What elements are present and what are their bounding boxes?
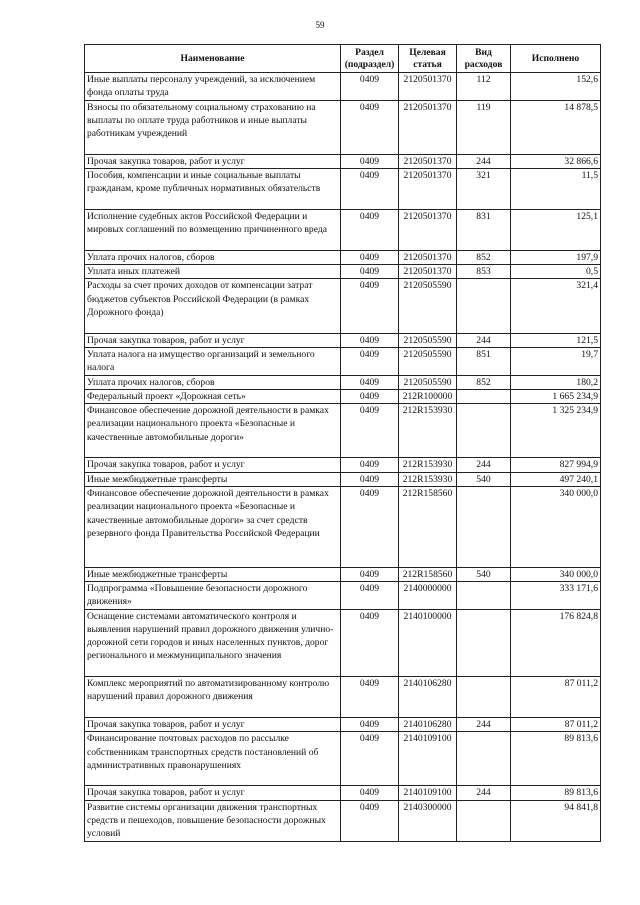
- cell-name: Уплата налога на имущество организаций и земельного налога: [85, 347, 341, 375]
- cell-section: 0409: [341, 209, 399, 250]
- cell-section: 0409: [341, 609, 399, 677]
- cell-target-article: 212R153930: [399, 404, 457, 458]
- cell-target-article: 2120501370: [399, 100, 457, 154]
- header-name: Наименование: [85, 45, 341, 73]
- cell-section: 0409: [341, 582, 399, 610]
- header-executed: Исполнено: [511, 45, 601, 73]
- table-row: [85, 486, 601, 567]
- cell-section: 0409: [341, 100, 399, 154]
- cell-executed: 87 011,2: [511, 677, 601, 718]
- cell-target-article: 2140300000: [399, 800, 457, 841]
- table-row: [85, 677, 601, 718]
- cell-target-article: 212R153930: [399, 472, 457, 486]
- cell-executed: 333 171,6: [511, 582, 601, 610]
- cell-executed: 14 878,5: [511, 100, 601, 154]
- cell-expense-type: 851: [457, 347, 511, 375]
- header-expense-type: Вид расходов: [457, 45, 511, 73]
- budget-execution-table: [84, 44, 601, 842]
- page-number: 59: [315, 20, 325, 30]
- cell-executed: 94 841,8: [511, 800, 601, 841]
- cell-target-article: 2140106280: [399, 717, 457, 731]
- cell-expense-type: 540: [457, 567, 511, 581]
- cell-expense-type: [457, 582, 511, 610]
- cell-executed: 87 011,2: [511, 717, 601, 731]
- cell-name: Финансирование почтовых расходов по рассылке собственникам транспортных средств постановлений об административных правонарушениях: [85, 732, 341, 786]
- table-row: [85, 732, 601, 786]
- cell-executed: 125,1: [511, 209, 601, 250]
- table-row: [85, 404, 601, 458]
- cell-target-article: 2120501370: [399, 265, 457, 279]
- cell-expense-type: [457, 279, 511, 333]
- cell-name: Прочая закупка товаров, работ и услуг: [85, 786, 341, 800]
- cell-executed: 1 325 234,9: [511, 404, 601, 458]
- cell-name: Иные межбюджетные трансферты: [85, 567, 341, 581]
- table-row: [85, 472, 601, 486]
- cell-executed: 19,7: [511, 347, 601, 375]
- cell-expense-type: 244: [457, 333, 511, 347]
- table-row: [85, 800, 601, 841]
- table-row: [85, 169, 601, 210]
- cell-name: Исполнение судебных актов Российской Федерации и мировых соглашений по возмещению причиненного вреда: [85, 209, 341, 250]
- cell-expense-type: 852: [457, 250, 511, 264]
- cell-executed: 1 665 234,9: [511, 389, 601, 403]
- cell-executed: 152,6: [511, 73, 601, 101]
- cell-executed: 89 813,6: [511, 732, 601, 786]
- cell-target-article: 2140000000: [399, 582, 457, 610]
- cell-section: 0409: [341, 169, 399, 210]
- cell-expense-type: [457, 677, 511, 718]
- table-row: [85, 609, 601, 677]
- cell-expense-type: 831: [457, 209, 511, 250]
- cell-target-article: 212R153930: [399, 458, 457, 472]
- cell-section: 0409: [341, 154, 399, 168]
- cell-target-article: 2120501370: [399, 154, 457, 168]
- table-row: [85, 375, 601, 389]
- cell-expense-type: 244: [457, 458, 511, 472]
- cell-name: Федеральный проект «Дорожная сеть»: [85, 389, 341, 403]
- cell-executed: 121,5: [511, 333, 601, 347]
- cell-target-article: 2140109100: [399, 786, 457, 800]
- cell-name: Развитие системы организации движения транспортных средств и пешеходов, повышение безопасности дорожных условий: [85, 800, 341, 841]
- cell-target-article: 2120501370: [399, 169, 457, 210]
- cell-target-article: 2120501370: [399, 73, 457, 101]
- table-row: [85, 458, 601, 472]
- cell-expense-type: 112: [457, 73, 511, 101]
- cell-section: 0409: [341, 347, 399, 375]
- cell-expense-type: 321: [457, 169, 511, 210]
- cell-name: Уплата прочих налогов, сборов: [85, 375, 341, 389]
- cell-expense-type: [457, 609, 511, 677]
- cell-expense-type: 540: [457, 472, 511, 486]
- cell-target-article: 212R158560: [399, 486, 457, 567]
- cell-section: 0409: [341, 677, 399, 718]
- table-row: [85, 250, 601, 264]
- cell-expense-type: 244: [457, 154, 511, 168]
- cell-section: 0409: [341, 567, 399, 581]
- cell-name: Уплата прочих налогов, сборов: [85, 250, 341, 264]
- cell-section: 0409: [341, 458, 399, 472]
- cell-expense-type: 852: [457, 375, 511, 389]
- cell-name: Оснащение системами автоматического контроля и выявления нарушений правил дорожного движения улично-дорожной сети городов и иных населенных пунктов, дорог регионального и межмуниципального значения: [85, 609, 341, 677]
- cell-executed: 321,4: [511, 279, 601, 333]
- cell-section: 0409: [341, 250, 399, 264]
- cell-executed: 340 000,0: [511, 567, 601, 581]
- cell-executed: 180,2: [511, 375, 601, 389]
- cell-executed: 32 866,6: [511, 154, 601, 168]
- cell-expense-type: 119: [457, 100, 511, 154]
- cell-section: 0409: [341, 375, 399, 389]
- cell-name: Иные межбюджетные трансферты: [85, 472, 341, 486]
- cell-name: Комплекс мероприятий по автоматизированному контролю нарушений правил дорожного движения: [85, 677, 341, 718]
- cell-target-article: 2120505590: [399, 333, 457, 347]
- cell-name: Прочая закупка товаров, работ и услуг: [85, 333, 341, 347]
- cell-expense-type: [457, 486, 511, 567]
- cell-name: Подпрограмма «Повышение безопасности дорожного движения»: [85, 582, 341, 610]
- cell-section: 0409: [341, 717, 399, 731]
- cell-target-article: 212R158560: [399, 567, 457, 581]
- cell-section: 0409: [341, 279, 399, 333]
- cell-target-article: 2120501370: [399, 209, 457, 250]
- table-row: [85, 279, 601, 333]
- cell-target-article: 2140106280: [399, 677, 457, 718]
- table-row: [85, 73, 601, 101]
- cell-executed: 11,5: [511, 169, 601, 210]
- cell-executed: 197,9: [511, 250, 601, 264]
- cell-expense-type: [457, 732, 511, 786]
- cell-target-article: 2120505590: [399, 347, 457, 375]
- cell-name: Финансовое обеспечение дорожной деятельности в рамках реализации национального проекта «Безопасные и качественные автомобильные дороги» за счет средств резервного фонда Правительства Российской Федерации: [85, 486, 341, 567]
- cell-expense-type: [457, 389, 511, 403]
- cell-name: Пособия, компенсации и иные социальные выплаты гражданам, кроме публичных нормативных обязательств: [85, 169, 341, 210]
- cell-section: 0409: [341, 786, 399, 800]
- cell-expense-type: 244: [457, 717, 511, 731]
- table-header-row: [85, 45, 601, 73]
- cell-section: 0409: [341, 732, 399, 786]
- cell-expense-type: 244: [457, 786, 511, 800]
- table-row: [85, 265, 601, 279]
- cell-target-article: 2120505590: [399, 279, 457, 333]
- cell-expense-type: 853: [457, 265, 511, 279]
- cell-section: 0409: [341, 333, 399, 347]
- table-row: [85, 333, 601, 347]
- cell-executed: 0,5: [511, 265, 601, 279]
- cell-section: 0409: [341, 472, 399, 486]
- cell-executed: 176 824,8: [511, 609, 601, 677]
- cell-name: Расходы за счет прочих доходов от компенсации затрат бюджетов субъектов Российской Федерации (в рамках Дорожного фонда): [85, 279, 341, 333]
- table-row: [85, 100, 601, 154]
- cell-executed: 497 240,1: [511, 472, 601, 486]
- header-target-article: Целевая статья: [399, 45, 457, 73]
- cell-section: 0409: [341, 73, 399, 101]
- cell-section: 0409: [341, 404, 399, 458]
- cell-executed: 89 813,6: [511, 786, 601, 800]
- header-section: Раздел (подраздел): [341, 45, 399, 73]
- cell-name: Взносы по обязательному социальному страхованию на выплаты по оплате труда работников и иные выплаты работникам учреждений: [85, 100, 341, 154]
- cell-name: Прочая закупка товаров, работ и услуг: [85, 154, 341, 168]
- cell-name: Финансовое обеспечение дорожной деятельности в рамках реализации национального проекта «Безопасные и качественные автомобильные дороги»: [85, 404, 341, 458]
- table-row: [85, 582, 601, 610]
- cell-executed: 340 000,0: [511, 486, 601, 567]
- cell-section: 0409: [341, 800, 399, 841]
- cell-section: 0409: [341, 389, 399, 403]
- cell-target-article: 2120501370: [399, 250, 457, 264]
- cell-expense-type: [457, 800, 511, 841]
- cell-target-article: 2140100000: [399, 609, 457, 677]
- table-body: [85, 73, 601, 842]
- cell-expense-type: [457, 404, 511, 458]
- cell-target-article: 2120505590: [399, 375, 457, 389]
- table-row: [85, 154, 601, 168]
- table-row: [85, 347, 601, 375]
- cell-section: 0409: [341, 486, 399, 567]
- cell-name: Уплата иных платежей: [85, 265, 341, 279]
- table-row: [85, 717, 601, 731]
- table-row: [85, 786, 601, 800]
- cell-name: Иные выплаты персоналу учреждений, за исключением фонда оплаты труда: [85, 73, 341, 101]
- table-row: [85, 209, 601, 250]
- cell-executed: 827 994,9: [511, 458, 601, 472]
- table-row: [85, 389, 601, 403]
- cell-name: Прочая закупка товаров, работ и услуг: [85, 458, 341, 472]
- cell-target-article: 212R100000: [399, 389, 457, 403]
- cell-target-article: 2140109100: [399, 732, 457, 786]
- cell-name: Прочая закупка товаров, работ и услуг: [85, 717, 341, 731]
- cell-section: 0409: [341, 265, 399, 279]
- table-row: [85, 567, 601, 581]
